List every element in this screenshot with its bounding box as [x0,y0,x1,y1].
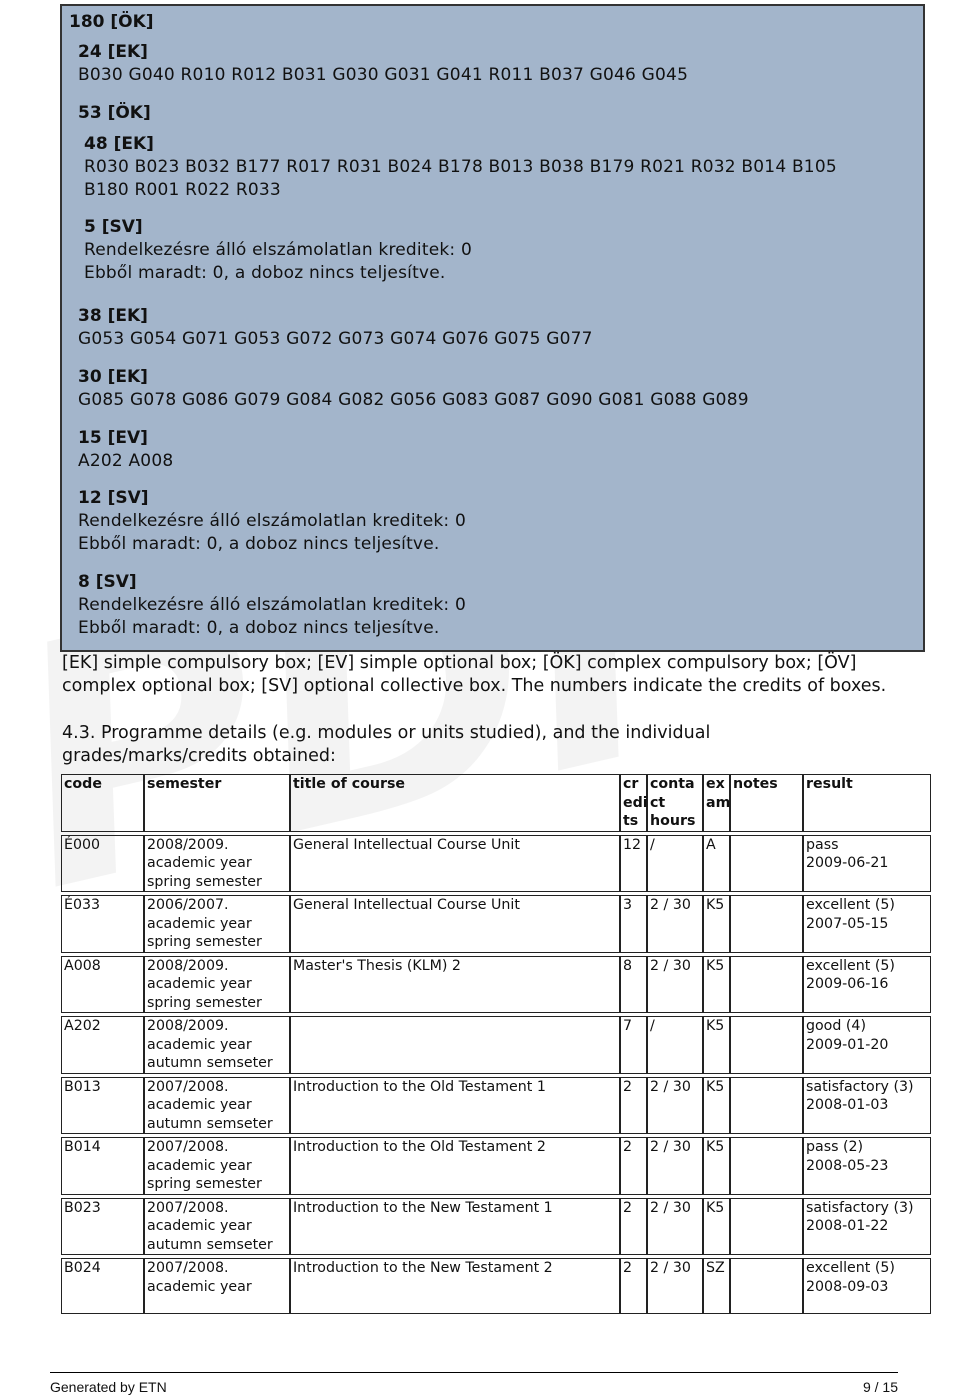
table-row [61,835,931,893]
box-block: 53 [ÖK] [78,103,151,123]
course-result: satisfactory (3) 2008-01-22 [803,1198,931,1256]
header-title: title of course [290,774,620,832]
course-notes [730,956,803,1014]
course-title: Introduction to the New Testament 1 [290,1198,620,1256]
course-result: excellent (5) 2008-09-03 [803,1258,931,1314]
course-contact-hours: 2 / 30 [647,1137,703,1195]
table-header-row [61,774,931,832]
box-block: 8 [SV] Rendelkezésre álló elszámolatlan kreditek: 0 Ebből maradt: 0, a doboz nincs teljesítve. [78,572,466,638]
box-block: 30 [EK] G085 G078 G086 G079 G084 G082 G056 G083 G087 G090 G081 G088 G089 [78,367,749,410]
box-legend: [EK] simple compulsory box; [EV] simple optional box; [ÖK] complex compulsory box; [ÖV] complex optional box; [SV] optional collective box. The numbers indicate the credits of boxes. [62,653,887,696]
course-title: Introduction to the New Testament 2 [290,1258,620,1314]
course-contact-hours: / [647,1016,703,1074]
course-exam: K5 [703,895,730,953]
course-code: B013 [61,1077,144,1135]
course-exam: K5 [703,1016,730,1074]
course-title: Introduction to the Old Testament 1 [290,1077,620,1135]
course-notes [730,1258,803,1314]
course-exam: SZ [703,1258,730,1314]
course-title: General Intellectual Course Unit [290,835,620,893]
page-number: 9 / 15 [862,1379,898,1395]
course-semester: 2008/2009. academic year spring semester [144,956,290,1014]
course-code: A008 [61,956,144,1014]
course-result: good (4) 2009-01-20 [803,1016,931,1074]
course-result: excellent (5) 2009-06-16 [803,956,931,1014]
course-credits: 2 [620,1137,647,1195]
table-row [61,956,931,1014]
course-credits: 2 [620,1077,647,1135]
table-row [61,895,931,953]
course-notes [730,1077,803,1135]
course-notes [730,895,803,953]
course-title [290,1016,620,1074]
header-credits: cr edi ts [620,774,647,832]
course-credits: 7 [620,1016,647,1074]
course-semester: 2007/2008. academic year autumn semseter [144,1198,290,1256]
course-semester: 2007/2008. academic year [144,1258,290,1314]
footer-generator: Generated by ETN [50,1379,167,1395]
course-semester: 2007/2008. academic year spring semester [144,1137,290,1195]
box-title: 180 [ÖK] [69,12,154,32]
table-row [61,1016,931,1074]
box-block: 12 [SV] Rendelkezésre álló elszámolatlan kreditek: 0 Ebből maradt: 0, a doboz nincs teljesítve. [78,488,466,554]
header-result: result [803,774,931,832]
course-semester: 2007/2008. academic year autumn semseter [144,1077,290,1135]
course-credits: 3 [620,895,647,953]
course-code: B014 [61,1137,144,1195]
course-credits: 8 [620,956,647,1014]
course-contact-hours: / [647,835,703,893]
course-contact-hours: 2 / 30 [647,1077,703,1135]
course-result: excellent (5) 2007-05-15 [803,895,931,953]
box-block: 15 [EV] A202 A008 [78,428,174,471]
course-contact-hours: 2 / 30 [647,956,703,1014]
course-exam: K5 [703,956,730,1014]
course-title: General Intellectual Course Unit [290,895,620,953]
header-notes: notes [730,774,803,832]
table-row [61,1137,931,1195]
course-title: Master's Thesis (KLM) 2 [290,956,620,1014]
table-row [61,1258,931,1314]
grades-table [61,771,931,1317]
course-credits: 12 [620,835,647,893]
course-code: É033 [61,895,144,953]
course-exam: A [703,835,730,893]
table-row [61,1077,931,1135]
course-exam: K5 [703,1137,730,1195]
header-semester: semester [144,774,290,832]
credit-box-tree [60,4,925,652]
course-credits: 2 [620,1258,647,1314]
course-notes [730,835,803,893]
box-block: 24 [EK] B030 G040 R010 R012 B031 G030 G031 G041 R011 B037 G046 G045 [78,42,689,85]
course-code: B024 [61,1258,144,1314]
course-exam: K5 [703,1077,730,1135]
course-code: A202 [61,1016,144,1074]
course-semester: 2006/2007. academic year spring semester [144,895,290,953]
course-notes [730,1016,803,1074]
course-notes [730,1198,803,1256]
course-semester: 2008/2009. academic year spring semester [144,835,290,893]
course-notes [730,1137,803,1195]
page-footer [50,1372,898,1395]
course-semester: 2008/2009. academic year autumn semseter [144,1016,290,1074]
course-credits: 2 [620,1198,647,1256]
header-contact-hours: conta ct hours [647,774,703,832]
course-result: pass (2) 2008-05-23 [803,1137,931,1195]
course-result: pass 2009-06-21 [803,835,931,893]
course-code: B023 [61,1198,144,1256]
course-contact-hours: 2 / 30 [647,1198,703,1256]
header-code: code [61,774,144,832]
course-exam: K5 [703,1198,730,1256]
course-title: Introduction to the Old Testament 2 [290,1137,620,1195]
course-contact-hours: 2 / 30 [647,895,703,953]
course-result: satisfactory (3) 2008-01-03 [803,1077,931,1135]
header-exam: ex am [703,774,730,832]
table-row [61,1198,931,1256]
box-block: 38 [EK] G053 G054 G071 G053 G072 G073 G074 G076 G075 G077 [78,306,593,349]
course-contact-hours: 2 / 30 [647,1258,703,1314]
section-heading: 4.3. Programme details (e.g. modules or units studied), and the individual grades/marks/credits obtained: [62,723,711,766]
box-block: 5 [SV] Rendelkezésre álló elszámolatlan kreditek: 0 Ebből maradt: 0, a doboz nincs teljesítve. [84,217,472,283]
box-block: 48 [EK] R030 B023 B032 B177 R017 R031 B024 B178 B013 B038 B179 R021 R032 B014 B105 B180 R001 R022 R033 [84,134,837,200]
course-code: É000 [61,835,144,893]
